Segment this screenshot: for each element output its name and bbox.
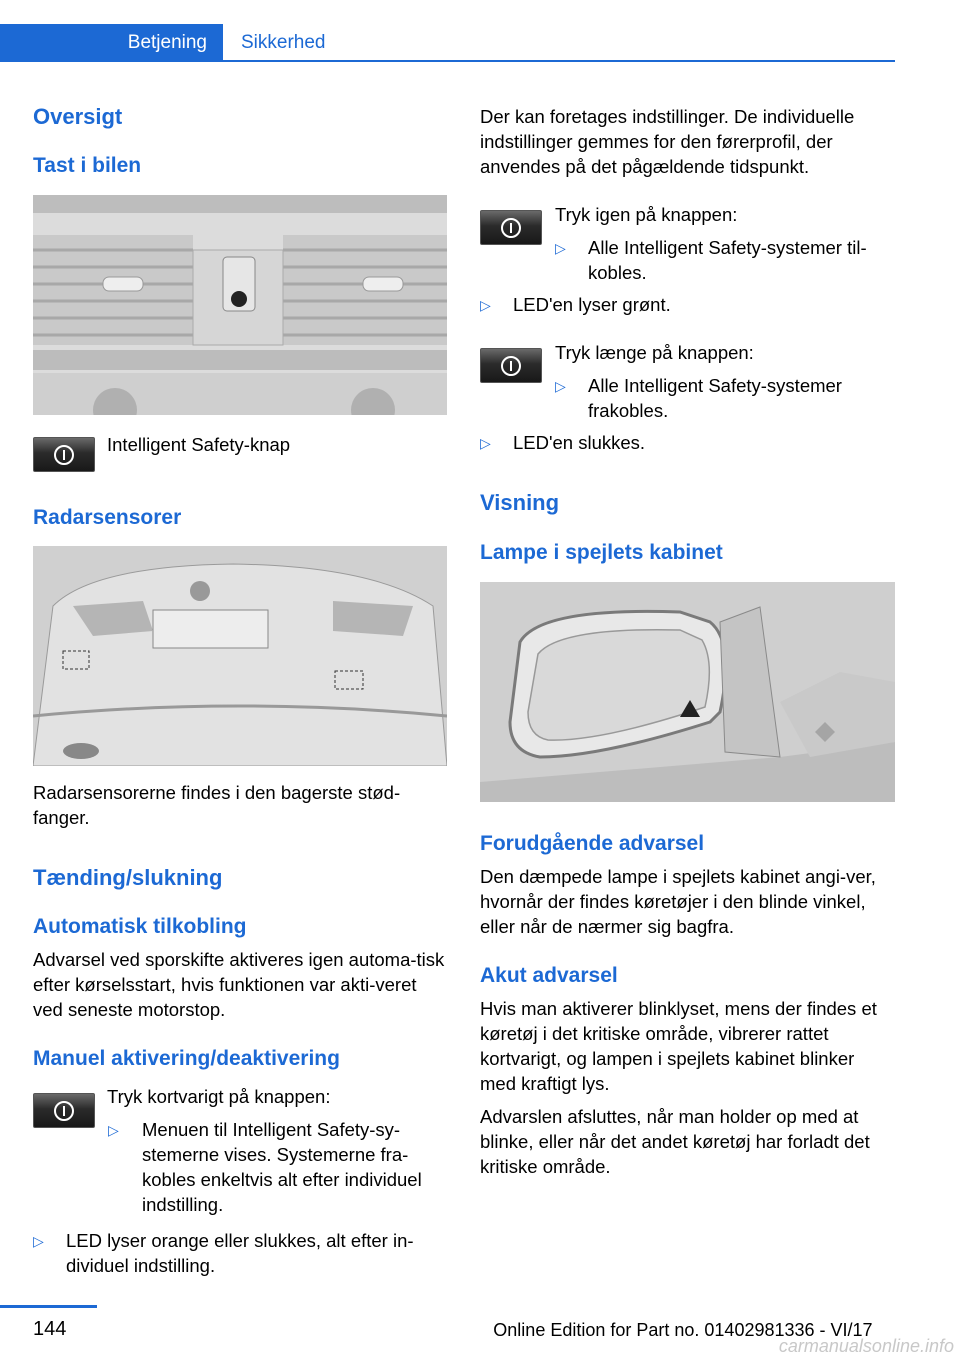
bullet-off: LED'en slukkes. xyxy=(513,432,646,453)
intelligent-safety-button-icon xyxy=(33,1093,95,1128)
footer-rule xyxy=(0,1305,97,1308)
bullet-led: LED lyser orange eller slukkes, alt efter in-dividuel indstilling. xyxy=(66,1230,414,1276)
tab-sikkerhed-label: Sikkerhed xyxy=(241,32,326,53)
tab-betjening[interactable] xyxy=(0,24,223,62)
press-short-text: Tryk kortvarigt på knappen: xyxy=(107,1086,331,1107)
heading-tast-i-bilen: Tast i bilen xyxy=(33,154,142,177)
radar-text: Radarsensorerne findes i den bagerste stød-fanger. xyxy=(33,782,401,828)
bullet-triangle-icon: ▷ xyxy=(33,1233,44,1249)
tab-betjening-label: Betjening xyxy=(127,32,207,53)
bullet-all-off: Alle Intelligent Safety-systemer frakobles. xyxy=(588,375,842,421)
heading-forudgaaende: Forudgående advarsel xyxy=(480,832,705,855)
chapter-tab-bar xyxy=(0,24,895,62)
heading-manuel: Manuel aktivering/deaktivering xyxy=(33,1047,340,1070)
dashboard-vents-image xyxy=(33,195,447,415)
press-long-text: Tryk længe på knappen: xyxy=(555,342,754,363)
heading-lampe: Lampe i spejlets kabinet xyxy=(480,541,723,564)
press-again-text: Tryk igen på knappen: xyxy=(555,204,738,225)
intelligent-safety-button-icon xyxy=(33,437,95,472)
intelligent-safety-button-icon xyxy=(480,210,542,245)
auto-text: Advarsel ved sporskifte aktiveres igen automa-tisk efter kørselsstart, hvis funktionen var akti-veret ved seneste motorstop. xyxy=(33,949,445,1020)
car-rear-image xyxy=(33,546,447,766)
bullet-triangle-icon: ▷ xyxy=(480,435,491,451)
heading-visning: Visning xyxy=(480,490,560,515)
bullet-all-on: Alle Intelligent Safety-systemer til-kobles. xyxy=(588,237,867,283)
bullet-triangle-icon: ▷ xyxy=(555,378,566,394)
akut-text: Hvis man aktiverer blinklyset, mens der findes et køretøj i det kritiske område, vibrerer rattet kortvarigt, og lampen i spejlets kabinet blinker med kraftigt lys. xyxy=(480,998,877,1094)
bullet-triangle-icon: ▷ xyxy=(108,1122,119,1138)
heading-taending-slukning: Tænding/slukning xyxy=(33,865,223,890)
edition-note: Online Edition for Part no. 01402981336 - VI/17 xyxy=(493,1320,873,1340)
bullet-triangle-icon: ▷ xyxy=(480,297,491,313)
page-number: 144 xyxy=(33,1318,67,1340)
heading-oversigt: Oversigt xyxy=(33,104,123,129)
heading-akut: Akut advarsel xyxy=(480,964,618,987)
heading-automatisk-tilkobling: Automatisk tilkobling xyxy=(33,915,247,938)
heading-radarsensorer: Radarsensorer xyxy=(33,506,182,529)
akut-text-2: Advarslen afsluttes, når man holder op med at blinke, eller når det andet køretøj har forladt det kritiske område. xyxy=(480,1106,870,1177)
bullet-green: LED'en lyser grønt. xyxy=(513,294,671,315)
intro-text: Der kan foretages indstillinger. De individuelle indstillinger gemmes for den førerprofil, der anvendes på det pågældende tidspunkt. xyxy=(480,106,855,177)
tab-underline xyxy=(223,60,895,62)
button-caption: Intelligent Safety-knap xyxy=(107,434,291,455)
intelligent-safety-button-icon xyxy=(480,348,542,383)
bullet-menu: Menuen til Intelligent Safety-sy-stemerne vises. Systemerne fra-kobles enkeltvis alt efter individuel indstilling. xyxy=(142,1119,422,1215)
side-mirror-image xyxy=(480,582,895,802)
forud-text: Den dæmpede lampe i spejlets kabinet angi-ver, hvornår der findes køretøjer i den blinde vinkel, eller når de nærmer sig bagfra. xyxy=(480,866,876,937)
tab-sikkerhed[interactable] xyxy=(223,24,344,62)
watermark: carmanualsonline.info xyxy=(778,1336,954,1356)
bullet-triangle-icon: ▷ xyxy=(555,240,566,256)
